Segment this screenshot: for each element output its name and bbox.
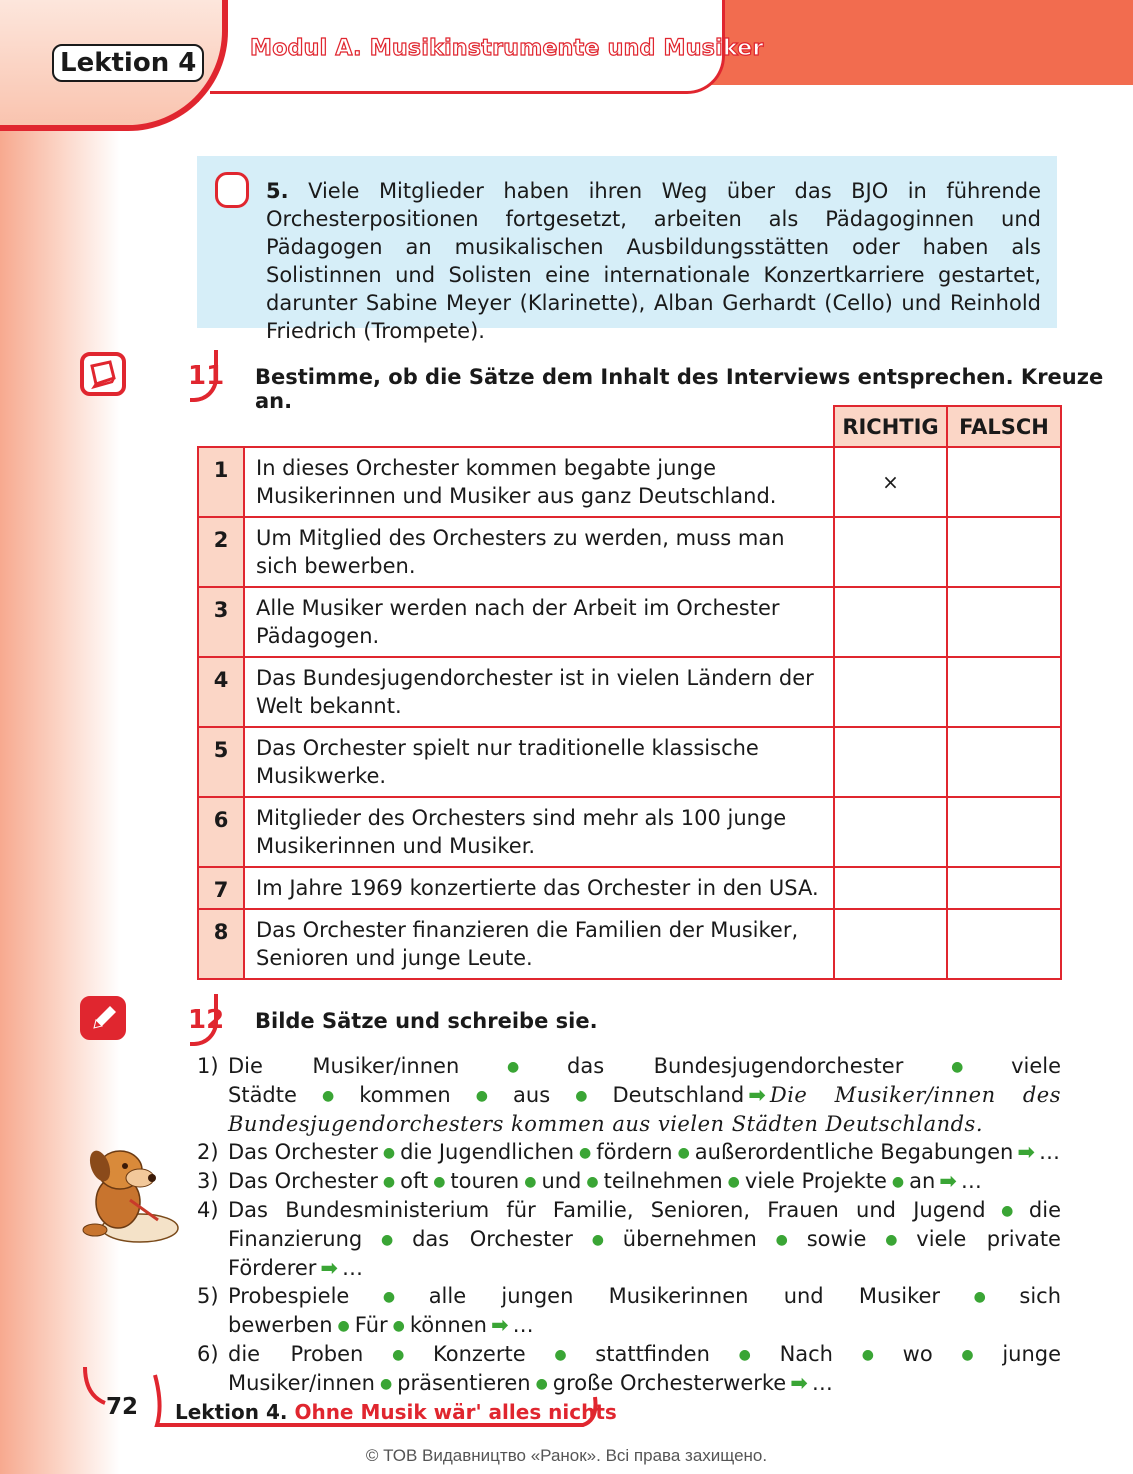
row-number: 5: [198, 727, 244, 797]
table-row: [198, 909, 1061, 979]
true-false-table: [197, 405, 1062, 980]
row-number: 2: [198, 517, 244, 587]
word-chunk: das Orchester: [412, 1227, 573, 1251]
list-item: [197, 1052, 1061, 1138]
header-orange-bar: [700, 0, 1133, 85]
falsch-checkbox[interactable]: [947, 587, 1061, 657]
list-item: [197, 1138, 1061, 1167]
falsch-checkbox[interactable]: [947, 797, 1061, 867]
info-text: [266, 177, 1041, 345]
separator-dot-icon: ●: [382, 1145, 396, 1161]
row-statement: Das Orchester finanzieren die Familien der Musiker, Senioren und junge Leute.: [244, 909, 834, 979]
word-chunk: Konzerte: [433, 1342, 526, 1366]
separator-dot-icon: ●: [368, 1347, 429, 1363]
sentence-list: [197, 1052, 1061, 1398]
row-number: 6: [198, 797, 244, 867]
row-statement: Das Orchester spielt nur traditionelle klassische Musikwerke.: [244, 727, 834, 797]
word-chunk: Für: [354, 1313, 388, 1337]
falsch-checkbox[interactable]: [947, 517, 1061, 587]
word-chunk: oft: [400, 1169, 429, 1193]
word-chunk: junge Musiker/innen: [228, 1342, 1062, 1395]
lektion-badge: Lektion 4: [52, 44, 204, 82]
list-item: [197, 1196, 1061, 1282]
word-chunk: übernehmen: [622, 1227, 757, 1251]
row-statement: Mitglieder des Orchesters sind mehr als 100 junge Musikerinnen und Musiker.: [244, 797, 834, 867]
word-chunk: die Finanzierung: [228, 1198, 1061, 1251]
answer-text: …: [1038, 1140, 1060, 1164]
word-chunk: teilnehmen: [603, 1169, 723, 1193]
separator-dot-icon: ●: [579, 1145, 592, 1161]
word-chunk: die Jugendlichen: [400, 1140, 574, 1164]
falsch-checkbox[interactable]: [947, 727, 1061, 797]
footer-lektion: [175, 1400, 617, 1424]
word-chunk: an: [909, 1169, 936, 1193]
word-chunk: Das Orchester: [228, 1169, 378, 1193]
word-chunk: sowie: [806, 1227, 867, 1251]
separator-dot-icon: ●: [367, 1232, 408, 1248]
list-item: [197, 1167, 1061, 1196]
word-chunk: und: [541, 1169, 582, 1193]
word-chunk: Die Musiker/innen: [228, 1054, 460, 1078]
row-statement: Im Jahre 1969 konzertierte das Orchester in den USA.: [244, 867, 834, 909]
dog-illustration: [70, 1140, 180, 1250]
row-number: 7: [198, 867, 244, 909]
separator-dot-icon: ●: [464, 1059, 562, 1075]
separator-dot-icon: ●: [433, 1174, 446, 1190]
info-number: 5.: [266, 179, 289, 203]
row-number: 1: [198, 447, 244, 517]
footer-lektion-title: Ohne Musik wär' alles nichts: [294, 1400, 617, 1424]
separator-dot-icon: ●: [937, 1347, 998, 1363]
word-chunk: Das Bundesministerium für Familie, Senioren, Frauen und Jugend: [228, 1198, 986, 1222]
item-number: 6): [197, 1342, 219, 1366]
table-row: [198, 587, 1061, 657]
arrow-right-icon: ➡: [1017, 1140, 1035, 1164]
richtig-checkbox[interactable]: [834, 587, 947, 657]
richtig-checkbox[interactable]: [834, 657, 947, 727]
word-chunk: fördern: [596, 1140, 673, 1164]
exercise-11-number: 11: [188, 361, 225, 391]
table-row: [198, 447, 1061, 517]
table-row: [198, 517, 1061, 587]
arrow-right-icon: ➡: [790, 1371, 808, 1395]
row-statement: Alle Musiker werden nach der Arbeit im Orchester Pädagogen.: [244, 587, 834, 657]
row-statement: In dieses Orchester kommen begabte junge Musikerinnen und Musiker aus ganz Deutschland.: [244, 447, 834, 517]
separator-dot-icon: ●: [714, 1347, 775, 1363]
item-number: 4): [197, 1198, 219, 1222]
separator-dot-icon: ●: [354, 1289, 424, 1305]
speech-bubble-icon: [215, 172, 249, 208]
left-gradient-band: [0, 95, 120, 1474]
word-chunk: präsentieren: [397, 1371, 531, 1395]
separator-dot-icon: ●: [586, 1174, 599, 1190]
word-chunk: können: [409, 1313, 487, 1337]
item-number: 1): [197, 1054, 219, 1078]
answer-text: Die Musiker/innen des Bundesjugendorchesters kommen aus vielen Städten Deutschlands.: [228, 1083, 1061, 1136]
word-chunk: Nach: [779, 1342, 833, 1366]
word-chunk: kommen: [359, 1083, 451, 1107]
word-chunk: das Bundesjugendorchester: [567, 1054, 904, 1078]
falsch-checkbox[interactable]: [947, 867, 1061, 909]
word-chunk: stattfinden: [595, 1342, 710, 1366]
answer-text: …: [960, 1169, 982, 1193]
separator-dot-icon: ●: [337, 1318, 350, 1334]
exercise-12-title: Bilde Sätze und schreibe sie.: [255, 1009, 598, 1033]
info-body: Viele Mitglieder haben ihren Weg über das BJO in führende Orchesterpositionen fortgesetzt, arbeiten als Pädagoginnen und Pädagogen an musikalischen Ausbildungsstätten oder haben als Solistinnen und Solisten eine internationale Konzertkarriere gestartet, darunter Sabine Meyer (Klarinette), Alban Gerhardt (Cello) und Reinhold Friedrich (Trompete).: [266, 179, 1041, 343]
word-chunk: sich bewerben: [228, 1284, 1062, 1337]
richtig-checkbox[interactable]: [834, 517, 947, 587]
separator-dot-icon: ●: [379, 1376, 393, 1392]
exercise-11-title: Bestimme, ob die Sätze dem Inhalt des Interviews entsprechen. Kreuze an.: [255, 365, 1104, 413]
word-chunk: viele private Förderer: [228, 1227, 1061, 1280]
row-statement: Um Mitglied des Orchesters zu werden, muss man sich bewerben.: [244, 517, 834, 587]
item-content: [228, 1167, 1061, 1196]
word-chunk: Probespiele: [228, 1284, 350, 1308]
falsch-checkbox[interactable]: [947, 657, 1061, 727]
arrow-right-icon: ➡: [320, 1256, 339, 1280]
word-chunk: viele Projekte: [744, 1169, 887, 1193]
richtig-checkbox[interactable]: [834, 797, 947, 867]
modul-title: Modul A. Musikinstrumente und Musiker: [250, 36, 764, 61]
separator-dot-icon: ●: [524, 1174, 537, 1190]
separator-dot-icon: ●: [838, 1347, 898, 1363]
falsch-checkbox[interactable]: [947, 909, 1061, 979]
separator-dot-icon: ●: [871, 1232, 912, 1248]
separator-dot-icon: ●: [577, 1232, 618, 1248]
word-chunk: wo: [902, 1342, 933, 1366]
word-chunk: touren: [450, 1169, 520, 1193]
separator-dot-icon: ●: [301, 1088, 355, 1104]
table-row: [198, 657, 1061, 727]
page-number: 72: [106, 1394, 139, 1420]
word-chunk: aus: [513, 1083, 551, 1107]
separator-dot-icon: ●: [555, 1088, 608, 1104]
notebook-icon: [80, 352, 126, 396]
separator-dot-icon: ●: [990, 1203, 1024, 1219]
richtig-checkbox[interactable]: ×: [834, 447, 947, 517]
word-chunk: außerordentliche Begabungen: [694, 1140, 1014, 1164]
separator-dot-icon: ●: [392, 1318, 405, 1334]
exercise-12-number: 12: [188, 1005, 225, 1035]
word-chunk: die Proben: [228, 1342, 364, 1366]
separator-dot-icon: ●: [891, 1174, 905, 1190]
item-number: 2): [197, 1140, 219, 1164]
footer-lektion-label: Lektion 4.: [175, 1400, 288, 1424]
copyright-notice: © ТОВ Видавництво «Ранок». Всі права захищено.: [365, 1446, 768, 1465]
word-chunk: große Orchesterwerke: [552, 1371, 787, 1395]
separator-dot-icon: ●: [945, 1289, 1015, 1305]
item-content: [228, 1282, 1061, 1340]
table-row: [198, 797, 1061, 867]
arrow-right-icon: ➡: [748, 1083, 766, 1107]
answer-text: …: [811, 1371, 833, 1395]
arrow-right-icon: ➡: [939, 1169, 957, 1193]
answer-text: …: [512, 1313, 534, 1337]
separator-dot-icon: ●: [727, 1174, 740, 1190]
row-number: 3: [198, 587, 244, 657]
richtig-checkbox[interactable]: [834, 909, 947, 979]
pencil-icon: [80, 996, 126, 1040]
word-chunk: Deutschland: [612, 1083, 745, 1107]
table-header-row: [198, 406, 1061, 447]
item-content: [228, 1196, 1061, 1282]
richtig-checkbox[interactable]: [834, 867, 947, 909]
word-chunk: viele Städte: [228, 1054, 1061, 1107]
row-number: 8: [198, 909, 244, 979]
column-header-falsch: FALSCH: [947, 406, 1061, 447]
word-chunk: Das Orchester: [228, 1140, 378, 1164]
falsch-checkbox[interactable]: [947, 447, 1061, 517]
table-row: [198, 727, 1061, 797]
item-content: [228, 1052, 1061, 1138]
item-content: [228, 1138, 1061, 1167]
separator-dot-icon: ●: [908, 1059, 1007, 1075]
separator-dot-icon: ●: [455, 1088, 509, 1104]
table-row: [198, 867, 1061, 909]
column-header-richtig: RICHTIG: [834, 406, 947, 447]
word-chunk: alle jungen Musikerinnen und Musiker: [428, 1284, 941, 1308]
separator-dot-icon: ●: [677, 1145, 690, 1161]
row-number: 4: [198, 657, 244, 727]
arrow-right-icon: ➡: [490, 1313, 509, 1337]
answer-text: …: [342, 1256, 364, 1280]
separator-dot-icon: ●: [530, 1347, 591, 1363]
richtig-checkbox[interactable]: [834, 727, 947, 797]
separator-dot-icon: ●: [761, 1232, 802, 1248]
separator-dot-icon: ●: [382, 1174, 396, 1190]
separator-dot-icon: ●: [535, 1376, 548, 1392]
item-number: 5): [197, 1284, 219, 1308]
list-item: [197, 1282, 1061, 1340]
item-number: 3): [197, 1169, 219, 1193]
row-statement: Das Bundesjugendorchester ist in vielen Ländern der Welt bekannt.: [244, 657, 834, 727]
